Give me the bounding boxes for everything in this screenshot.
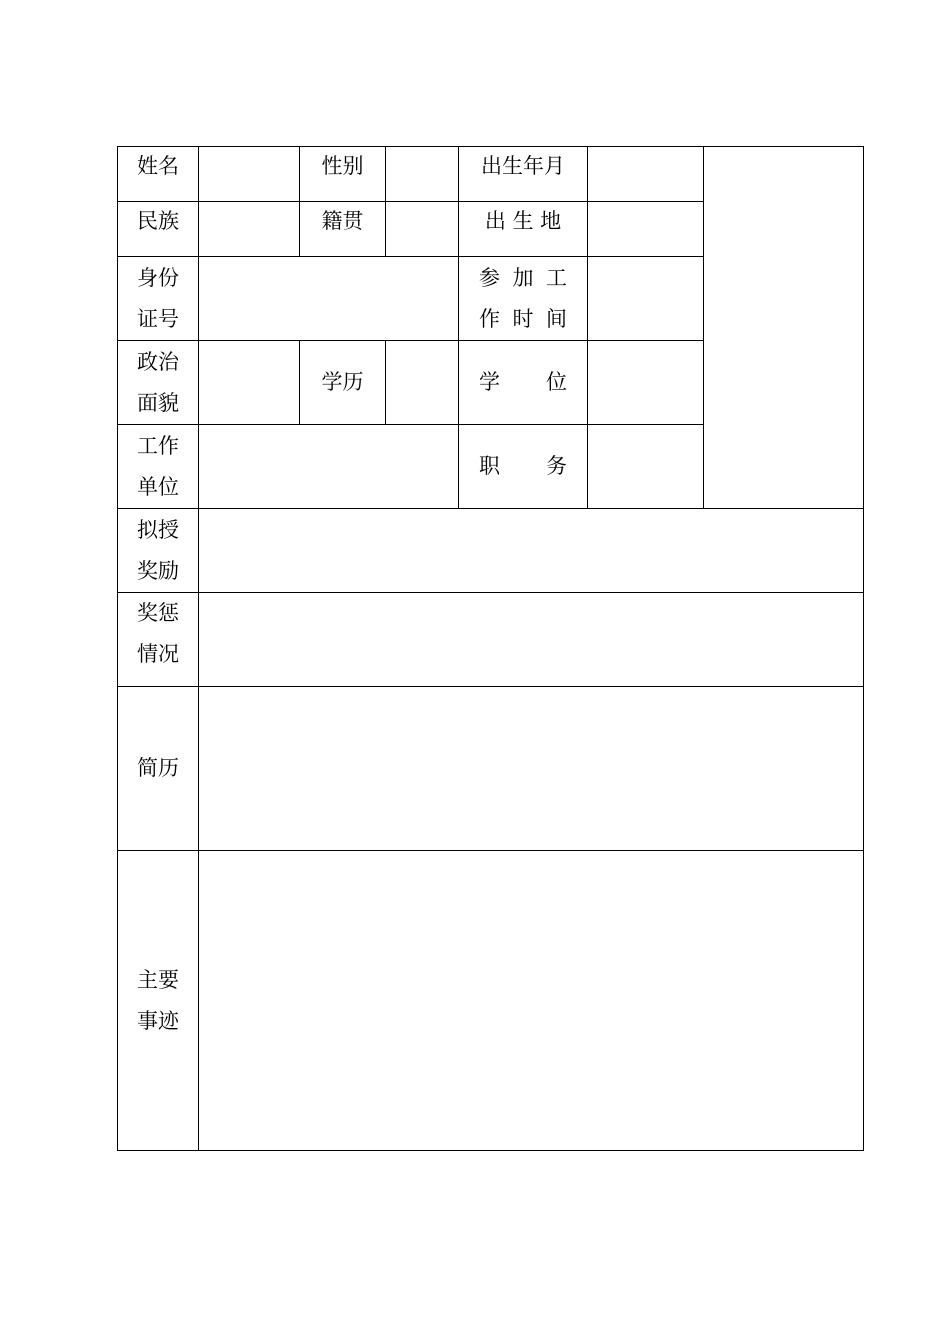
name-value-cell[interactable] (199, 147, 300, 202)
degree-label-cell (459, 341, 588, 425)
work-start-label-cell (459, 257, 588, 341)
resume-label: 简历 (137, 756, 179, 780)
work-start-label-line1: 参加工 (479, 265, 567, 290)
native-place-value-cell[interactable] (386, 202, 459, 257)
ethnicity-label-cell (118, 202, 199, 257)
proposed-award-label-line1: 拟授 (137, 517, 179, 542)
award-application-form (117, 146, 864, 1151)
id-number-label-cell (118, 257, 199, 341)
rewards-record-label-line1: 奖惩 (137, 601, 179, 625)
political-status-label-line2: 面貌 (137, 390, 179, 415)
id-number-value-cell[interactable] (199, 257, 459, 341)
education-label-cell (300, 341, 386, 425)
ethnicity-label: 民族 (137, 209, 179, 233)
position-label-cell (459, 425, 588, 509)
rewards-record-label-cell (118, 593, 199, 687)
proposed-award-label-line2: 奖励 (137, 558, 179, 583)
political-status-label-line1: 政治 (137, 349, 179, 374)
position-label: 职务 (479, 454, 567, 478)
birthplace-label-cell (459, 202, 588, 257)
photo-cell[interactable] (704, 147, 864, 509)
education-value-cell[interactable] (386, 341, 459, 425)
main-deeds-label-line2: 事迹 (137, 1008, 179, 1033)
work-start-value-cell[interactable] (588, 257, 704, 341)
degree-label: 学位 (479, 370, 567, 394)
native-place-label-cell (300, 202, 386, 257)
main-deeds-value-cell[interactable] (199, 851, 864, 1151)
gender-value-cell[interactable] (386, 147, 459, 202)
education-label: 学历 (321, 370, 364, 394)
birth-date-label: 出生年月 (481, 154, 565, 178)
resume-value-cell[interactable] (199, 687, 864, 851)
ethnicity-value-cell[interactable] (199, 202, 300, 257)
id-number-label-line2: 证号 (137, 306, 179, 331)
native-place-label: 籍贯 (321, 209, 364, 233)
birth-date-value-cell[interactable] (588, 147, 704, 202)
rewards-record-label-line2: 情况 (137, 642, 179, 666)
resume-label-cell (118, 687, 199, 851)
workplace-label-line2: 单位 (137, 474, 179, 499)
political-status-value-cell[interactable] (199, 341, 300, 425)
main-deeds-label-cell (118, 851, 199, 1151)
id-number-label-line1: 身份 (137, 265, 179, 290)
work-start-label-line2: 作时间 (479, 306, 567, 331)
workplace-label-cell (118, 425, 199, 509)
name-label-cell (118, 147, 199, 202)
birthplace-label: 出 生 地 (484, 209, 562, 233)
proposed-award-value-cell[interactable] (199, 509, 864, 593)
name-label: 姓名 (137, 154, 179, 178)
rewards-record-value-cell[interactable] (199, 593, 864, 687)
main-deeds-label-line1: 主要 (137, 967, 179, 992)
birthplace-value-cell[interactable] (588, 202, 704, 257)
workplace-label-line1: 工作 (137, 433, 179, 458)
position-value-cell[interactable] (588, 425, 704, 509)
workplace-value-cell[interactable] (199, 425, 459, 509)
birth-date-label-cell (459, 147, 588, 202)
gender-label-cell (300, 147, 386, 202)
political-status-label-cell (118, 341, 199, 425)
proposed-award-label-cell (118, 509, 199, 593)
degree-value-cell[interactable] (588, 341, 704, 425)
gender-label: 性别 (321, 154, 364, 178)
